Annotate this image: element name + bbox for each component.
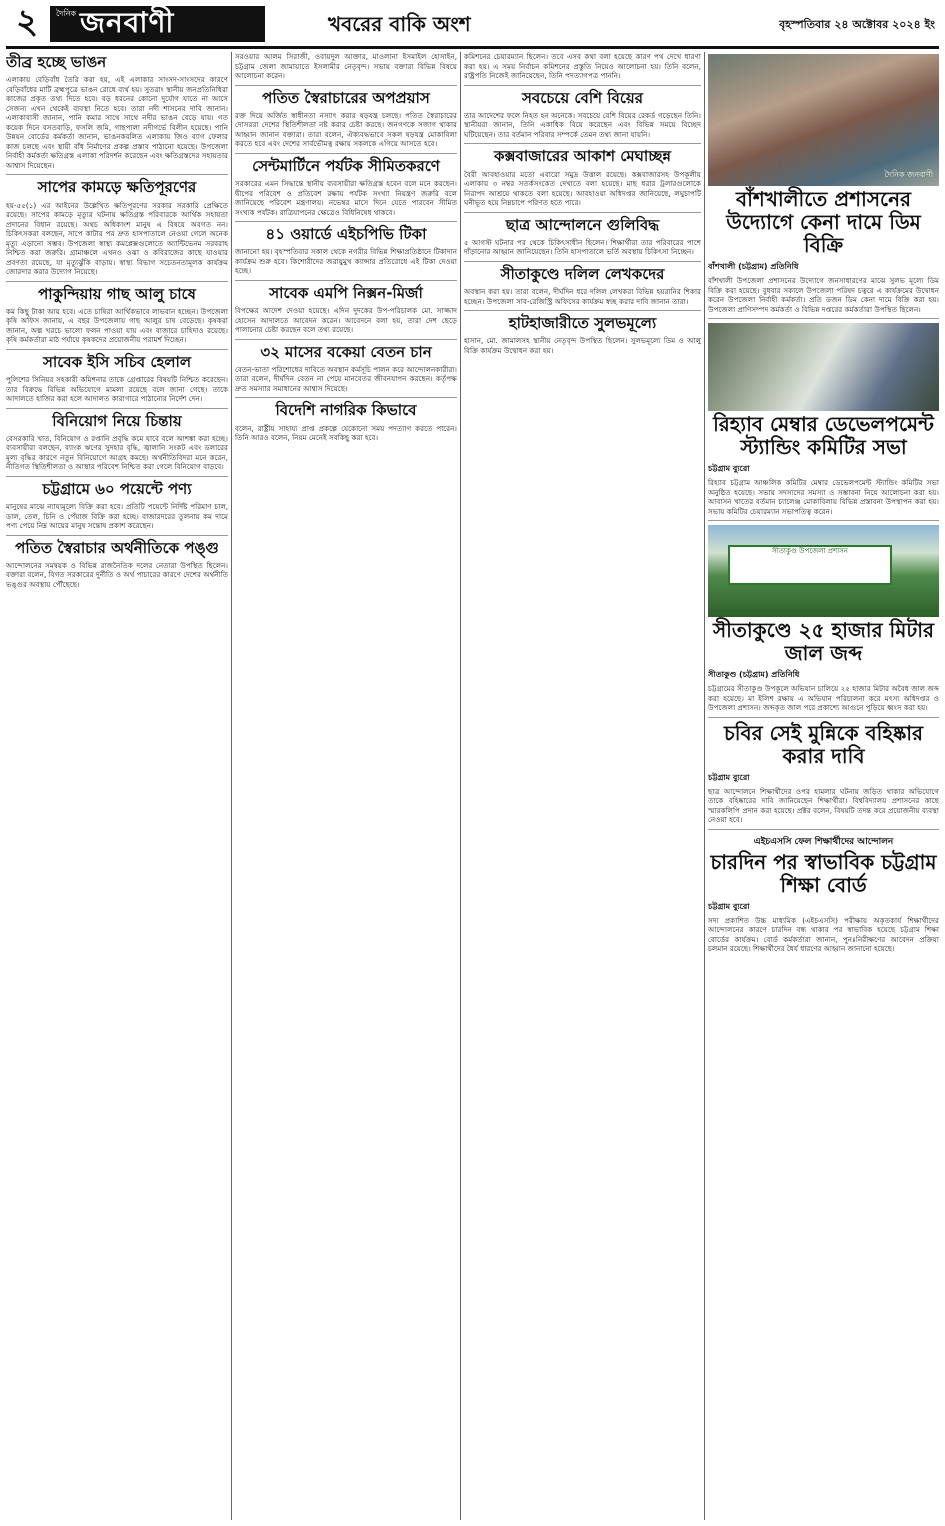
- article-byline: চট্টগ্রাম ব্যুরো: [708, 464, 750, 473]
- column-divider: [704, 52, 705, 1520]
- article-headline: বিনিয়োগ নিয়ে চিন্তায়: [52, 411, 182, 430]
- article-divider: [235, 221, 457, 222]
- article-headline: চট্টগ্রামে ৬০ পয়েন্টে পণ্য: [42, 479, 192, 498]
- article: [6, 286, 228, 345]
- article-body: বাঁশখালী উপজেলা প্রশাসনের উদ্যোগে জনসাধারণের মাঝে সুলভ মূল্যে ডিম বিক্রি করা হয়েছে। বুধবার সকালে উপজেলা পরিষদ চত্বরে এ কার্যক্রমের উদ্বোধন করেন উপজেলা নির্বাহী কর্মকর্তা। প্রতি ডজন ডিম কেনা দামে বিক্রি করা হয়। উপজেলা প্রাণিসম্পদ কর্মকর্তা ও বিভিন্ন দপ্তরের কর্মকর্তারা উপস্থিত ছিলেন।: [708, 276, 939, 314]
- article-divider: [6, 174, 228, 175]
- article-divider: [235, 339, 457, 340]
- article-headline: পতিত স্বৈরাচারের অপপ্রয়াস: [262, 88, 430, 107]
- article: [708, 834, 939, 954]
- article: [235, 344, 457, 394]
- logo-text: জনবাণী: [80, 5, 175, 39]
- article: [464, 315, 701, 355]
- article: [6, 413, 228, 472]
- article: [464, 266, 701, 306]
- article-divider: [464, 212, 701, 213]
- article-body: সদ্য প্রকাশিত উচ্চ মাধ্যমিক (এইচএসসি) পরীক্ষায় অকৃতকার্য শিক্ষার্থীদের আন্দোলনের কারণে চারদিন বন্ধ থাকার পর স্বাভাবিক হয়েছে চট্টগ্রাম শিক্ষা বোর্ডের কার্যক্রম। বোর্ড কর্মকর্তারা জানান, পুনঃনিরীক্ষণের আবেদন প্রক্রিয়া চলমান রয়েছে। শিক্ষার্থীদের ধৈর্য ধারণের আহ্বান জানানো হয়েছে।: [708, 915, 939, 953]
- article-byline: চট্টগ্রাম ব্যুরো: [708, 901, 750, 911]
- article-body: চট্টগ্রামের সীতাকুণ্ড উপকূলে অভিযান চালিয়ে ২৫ হাজার মিটার অবৈধ জাল জব্দ করা হয়েছে। মা ইলিশ রক্ষায় এ অভিযান পরিচালনা করে মৎস্য অধিদপ্তর ও উপজেলা প্রশাসন। জব্দকৃত জাল পরে প্রকাশ্যে আগুনে পুড়িয়ে ধ্বংস করা হয়।: [708, 684, 939, 712]
- article-body: বেতন-ভাতা পরিশোধের দাবিতে অবস্থান কর্মসূচি পালন করে আন্দোলনকারীরা। তারা বলেন, দীর্ঘদিন বেতন না পেয়ে মানবেতর জীবনযাপন করছেন। কর্তৃপক্ষ দ্রুত সমস্যার সমাধানের আশ্বাস দিয়েছে।: [235, 364, 457, 393]
- article-body: মানুষের মাঝে ন্যায্যমূল্যে বিক্রি করা হবে। প্রতিটি পয়েন্টে নির্দিষ্ট পরিমাণ চাল, ডাল, তেল, চিনি ও পেঁয়াজ বিক্রি করা হচ্ছে। বাজারদরের তুলনায় কম দামে পণ্য পেয়ে নিম্ন আয়ের মানুষ সন্তোষ প্রকাশ করেছেন।: [6, 502, 228, 530]
- article-body: কম কিছু টাকা আয় হবে। এতে চাষিরা আর্থিকভাবে লাভবান হচ্ছেন। উপজেলা কৃষি অফিস জানায়, এ বছর উপজেলায় গাছ আলুর চাষ বেড়েছে। কৃষকরা জানান, অল্প খরচে ভালো ফলন পাওয়া যায় এবং বাজারে চাহিদাও রয়েছে। কৃষি কর্মকর্তারা মাঠ পর্যায়ে কৃষকদের প্রয়োজনীয় পরামর্শ দিচ্ছেন।: [6, 306, 228, 345]
- article-byline: বাঁশখালী (চট্টগ্রাম) প্রতিনিধি: [708, 262, 799, 271]
- section-title: খবরের বাকি অংশ: [328, 12, 471, 36]
- article: [235, 158, 457, 217]
- column-divider: [460, 52, 461, 1520]
- article-headline: কক্সবাজারের আকাশ মেঘাচ্ছন্ন: [494, 147, 671, 166]
- column-2: [235, 52, 457, 1520]
- article-divider: [235, 153, 457, 154]
- article-divider: [464, 143, 701, 144]
- column-3: [464, 52, 701, 1520]
- photo-banner: সীতাকুণ্ড উপজেলা প্রশাসন: [728, 545, 892, 585]
- article-body: সরওয়ার আলম সিরাজী, ওবায়দুল আক্তার, মাওলানা ইসমাইল হোসাইন, চট্টগ্রাম জেলা জামায়াতে ইসলামীর নেতৃবৃন্দ। সভায় বক্তারা বিভিন্ন বিষয়ে আলোচনা করেন।: [235, 52, 457, 80]
- article-body: বিপক্ষের আদেশ দেওয়া হয়েছে। এদিন দুদকের উপ-পরিচালক মো. সাজ্জাদ হোসেন আদালতে আবেদন করেন। আবেদনে বলা হয়, তারা দেশ ছেড়ে পালানোর চেষ্টা করছেন বলে তথ্য রয়েছে।: [235, 306, 457, 334]
- article-body: জানানো হয়। বৃহস্পতিবার সকাল থেকে নগরীর বিভিন্ন শিক্ষাপ্রতিষ্ঠানে টিকাদান কার্যক্রম শুরু হবে। কিশোরীদের জরায়ুমুখ ক্যান্সার প্রতিরোধে এই টিকা দেওয়া হচ্ছে।: [235, 247, 457, 276]
- article-divider: [6, 476, 228, 477]
- article-headline: সাবেক ইসি সচিব হেলাল: [42, 352, 192, 371]
- article-body: ছাত্র আন্দোলনে শিক্ষার্থীদের ওপর হামলার ঘটনায় জড়িত থাকার অভিযোগে তাকে বহিষ্কারের দাবি জানিয়েছেন শিক্ষার্থীরা। বিশ্ববিদ্যালয় প্রশাসনের কাছে স্মারকলিপি প্রদান করা হয়েছে। প্রক্টর বলেন, বিষয়টি তদন্ত করে প্রয়োজনীয় ব্যবস্থা নেওয়া হবে।: [708, 786, 939, 824]
- article-divider: [6, 349, 228, 350]
- news-photo: [708, 525, 939, 617]
- article-headline: ছাত্র আন্দোলনে গুলিবিদ্ধ: [505, 215, 660, 234]
- article-divider: [235, 85, 457, 86]
- article-body: অবস্থান করা হয়। তারা বলেন, দীর্ঘদিন ধরে দলিল লেখকরা বিভিন্ন হয়রানির শিকার হচ্ছেন। উপজেলা সাব-রেজিস্ট্রি অফিসের কার্যক্রম স্বচ্ছ করার দাবি জানান তারা।: [464, 287, 701, 306]
- article-divider: [235, 280, 457, 281]
- article-headline: ৪১ ওয়ার্ডে এইচপিভি টিকা: [265, 225, 427, 243]
- logo-small-text: দৈনিক: [56, 9, 77, 18]
- article-divider: [6, 281, 228, 282]
- article-headline: পাকুন্দিয়ায় গাছ আলু চাষে: [38, 284, 196, 303]
- article-divider: [6, 535, 228, 536]
- article-headline: সীতাকুণ্ডে ২৫ হাজার মিটার জাল জব্দ: [712, 618, 935, 665]
- article-body: কমিশনের চেয়ারম্যান ছিলেন। তবে এসব কথা বলা হয়েছে কারণ পথ দেখে ধারণা করা হয়। এ সময় নির্বাচন কমিশনের প্রস্তুতি নিয়েও আলোচনা হয়। তিনি বলেন, রাষ্ট্রপতি নিজেই জানিয়েছেন, তিনি পদত্যাগপত্র পাননি।: [464, 52, 701, 80]
- article-headline: চারদিন পর স্বাভাবিক চট্টগ্রাম শিক্ষা বোর্ড: [710, 849, 937, 897]
- article: [708, 413, 939, 516]
- article-headline: সবচেয়ে বেশি বিয়ের: [521, 88, 644, 107]
- article: [708, 188, 939, 314]
- article-body: এলাকায় বেড়িবাঁধ তৈরি করা হয়, এই এলাকার সাংসদ-সাংসদের কারণে বেড়িবাঁধের মাটি ব্রহ্মপুত্রে ভাঙন রোধে ব্যর্থ হয়। সুতরাং স্থানীয় জনপ্রতিনিধিরা কাজের প্রকৃত তথ্য দিতে হবে। বড় ধরনের কোনো দুর্যোগ যাতে না আসে সেজন্য এখন থেকেই ব্যবস্থা নিতে হবে। তারা নদী শাসনের দাবি জানান। এলাকাবাসী জানান, পানি কমার সাথে সাথে নদীর ভাঙন বেড়ে যায়। গত কয়েক দিনে বসতবাড়ি, ফসলি জমি, গাছপালা নদীগর্ভে বিলীন হয়েছে। পানি উন্নয়ন বোর্ডের কর্মকর্তা জানান, ভাঙনকবলিত এলাকায় জিও ব্যাগ ফেলার কাজ চলছে এবং স্থায়ী বাঁধ নির্মাণের প্রকল্প প্রস্তাব পাঠানো হয়েছে। উপজেলা নির্বাহী কর্মকর্তা ক্ষতিগ্রস্ত এলাকা পরিদর্শন করেছেন এবং ক্ষতিগ্রস্তদের সহায়তার আশ্বাস দিয়েছেন।: [6, 75, 228, 170]
- news-photo: [708, 54, 939, 186]
- photo-caption: দৈনিক জনবাণী: [884, 170, 933, 179]
- column-divider: [231, 52, 232, 1520]
- article: [235, 402, 457, 442]
- article: [708, 722, 939, 825]
- column-1: [6, 52, 228, 1520]
- article-headline: বিদেশি নাগরিক কিভাবে: [275, 401, 417, 420]
- article-divider: [708, 717, 939, 718]
- article-body: তার আদেশের ফলে নিহত হন অনেকে। সবচেয়ে বেশি বিয়ের রেকর্ড গড়েছেন তিনি। স্থানীয়রা জানান, তিনি একাধিক বিয়ে করেছেন এবং বিভিন্ন সময়ে বিচ্ছেদ ঘটিয়েছেন। তার বর্তমান পরিবার সম্পর্কে তেমন তথ্য জানা যায়নি।: [464, 110, 701, 139]
- newspaper-logo: [50, 6, 265, 42]
- article-divider: [235, 397, 457, 398]
- article-headline: সেন্টমার্টিনে পর্যটক সীমিতকরণে: [252, 156, 440, 175]
- article-byline: চট্টগ্রাম ব্যুরো: [708, 772, 750, 782]
- article: [235, 226, 457, 276]
- article-body: রিহ্যাব চট্টগ্রাম আঞ্চলিক কমিটির মেম্বার ডেভেলপমেন্ট স্ট্যান্ডিং কমিটির সভা অনুষ্ঠিত হয়েছে। সভায় সদস্যদের সমস্যা ও সম্ভাবনা নিয়ে আলোচনা করা হয়। আবাসন খাতের বর্তমান চ্যালেঞ্জ মোকাবিলায় বিভিন্ন প্রস্তাবনা উপস্থাপন করা হয়। সভায় কমিটির চেয়ারম্যান সভাপতিত্ব করেন।: [708, 478, 939, 516]
- article: [6, 354, 228, 404]
- article-body: পুলিশের সিনিয়র সহকারী কমিশনার তাকে গ্রেপ্তারের বিষয়টি নিশ্চিত করেছেন। তার বিরুদ্ধে বিভিন্ন অভিযোগে মামলা রয়েছে বলে জানা গেছে। তাকে আদালতে হাজির করা হলে আদালত কারাগারে পাঠানোর নির্দেশ দেন।: [6, 375, 228, 403]
- article-byline: সীতাকুণ্ড (চট্টগ্রাম) প্রতিনিধি: [708, 670, 800, 679]
- article: [464, 52, 701, 81]
- article: [235, 52, 457, 81]
- article-divider: [464, 310, 701, 311]
- header-divider: [6, 46, 939, 49]
- article-divider: [708, 318, 939, 319]
- article-body: ৫ আগস্ট ঘটনার পর থেকে চিকিৎসাধীন ছিলেন। শিক্ষার্থীরা তার পরিবারের পাশে দাঁড়ানোর আহ্বান জানিয়েছেন। তিনি হাসপাতালে ভর্তি অবস্থায় চিকিৎসা নিচ্ছেন।: [464, 237, 701, 257]
- column-4: [708, 52, 939, 1520]
- page-header: [6, 1, 939, 44]
- article-headline: ৩২ মাসের বকেয়া বেতন চান: [260, 342, 432, 361]
- article: [6, 179, 228, 276]
- article-divider: [6, 408, 228, 409]
- article-body: রক্ত দিয়ে অর্জিত স্বাধীনতা নস্যাৎ করার ষড়যন্ত্র চলছে। পতিত স্বৈরাচারের দোসররা দেশের স্থিতিশীলতা নষ্ট করার চেষ্টা করছে। জনগণকে সজাগ থাকার আহ্বান জানান বক্তারা। তারা বলেন, ঐক্যবদ্ধভাবে সকল ষড়যন্ত্র মোকাবিলা করতে হবে এবং দেশের সার্বভৌমত্ব রক্ষায় সকলকে এগিয়ে আসতে হবে।: [235, 110, 457, 149]
- article-headline: সীতাকুণ্ডে দলিল লেখকদের: [500, 264, 665, 283]
- article-headline: বাঁশখালীতে প্রশাসনের উদ্যোগে কেনা দামে ডিম বিক্রি: [726, 187, 921, 257]
- news-photo: [708, 323, 939, 411]
- article: [235, 285, 457, 335]
- article: [708, 619, 939, 713]
- article-body: হয়-৫৫(১) এর আইনের উল্লেখিত ক্ষতিপূরণের সরকার সরকারি প্রেক্ষিতে রয়েছে। সাপের কামড়ে মৃত্যুর ঘটনায় ক্ষতিগ্রস্ত পরিবারকে আর্থিক সহায়তা প্রদানের বিধান রয়েছে। অথচ অধিকাংশ মানুষ এ বিষয়ে অবগত নন। চিকিৎসকরা বলছেন, সাপে কাটার পর দ্রুত হাসপাতালে নেওয়া গেলে অনেক মৃত্যু এড়ানো সম্ভব। উপজেলা স্বাস্থ্য কমপ্লেক্সগুলোতে অ্যান্টিভেনম সরবরাহ নিশ্চিত করা জরুরি। গ্রামাঞ্চলে এখনও ওঝা ও কবিরাজের কাছে যাওয়ার প্রবণতা রয়েছে, যা মৃত্যুঝুঁকি বাড়ায়। স্বাস্থ্য বিভাগ সচেতনতামূলক কার্যক্রম জোরদার করার উদ্যোগ নিয়েছে।: [6, 200, 228, 276]
- article: [464, 217, 701, 257]
- article-headline: সাপের কামড়ে ক্ষতিপূরণের: [37, 178, 197, 197]
- article-body: সরকারের এমন সিদ্ধান্তে স্থানীয় ব্যবসায়ীরা ক্ষতিগ্রস্ত হবেন বলে মনে করছেন। দ্বীপের পরিবেশ ও প্রতিবেশ রক্ষায় পর্যটক সংখ্যা নিয়ন্ত্রণ জরুরি বলে জানিয়েছে পরিবেশ মন্ত্রণালয়। নভেম্বর মাসে দিনে যেতে পারবেন সীমিত সংখ্যক পর্যটক। রাত্রিযাপনের ক্ষেত্রেও বিধিনিষেধ থাকবে।: [235, 179, 457, 217]
- article-divider: [708, 520, 939, 521]
- article-body: হাসান, মো. জামালসহ স্থানীয় নেতৃবৃন্দ উপস্থিত ছিলেন। সুলভমূল্যে ডিম ও আলু বিক্রি কার্যক্রম উদ্বোধন করা হয়।: [464, 336, 701, 355]
- page-number: ২: [15, 1, 39, 42]
- article: [6, 54, 228, 170]
- article: [464, 148, 701, 207]
- article: [464, 90, 701, 140]
- article-headline: চবির সেই মুন্নিকে বহিষ্কার করার দাবি: [723, 720, 924, 768]
- article-body: আন্দোলনের সমন্বয়ক ও বিভিন্ন রাজনৈতিক দলের নেতারা উপস্থিত ছিলেন। বক্তারা বলেন, বিগত সরকারের দুর্নীতি ও অর্থ পাচারের কারণে দেশের অর্থনীতি ভঙ্গুর অবস্থায় পৌঁছেছে।: [6, 560, 228, 589]
- article-headline: সাবেক এমপি নিক্সন-মির্জা: [269, 283, 423, 302]
- article-body: বলেন, রাষ্ট্রীয় সাহায্য প্রাপ্ত প্রকল্পে যেকোনো সময় পদত্যাগ করতে পারেন। তিনি আরও বলেন, নিয়ম মেনেই সবকিছু করা হবে।: [235, 423, 457, 442]
- article-headline: পতিত স্বৈরাচার অর্থনীতিকে পঙ্গু: [15, 538, 219, 557]
- article: [235, 90, 457, 149]
- article-headline: তীব্র হচ্ছে ভাঙন: [6, 53, 107, 71]
- article-body: বেসরকারি খাত, বিনিয়োগ ও রপ্তানি প্রবৃদ্ধি কমে যাবে বলে আশঙ্কা করা হচ্ছে। ব্যবসায়ীরা বলছেন, ব্যাংক ঋণের সুদহার বৃদ্ধি, জ্বালানি সংকট এবং ডলারের মূল্য বৃদ্ধির কারণে নতুন বিনিয়োগে আগ্রহ কমছে। অর্থনীতিবিদরা মনে করেন, নীতিগত স্থিতিশীলতা ও আস্থার পরিবেশ নিশ্চিত করা গেলে বিনিয়োগ বাড়বে।: [6, 433, 228, 472]
- article: [6, 481, 228, 531]
- article-headline: হাটহাজারীতে সুলভমূল্যে: [508, 314, 657, 332]
- publication-date: বৃহস্পতিবার ২৪ অক্টোবর ২০২৪ ইং: [779, 18, 935, 31]
- article-headline: রিহ্যাব মেম্বার ডেভেলপমেন্ট স্ট্যান্ডিং কমিটির সভা: [713, 412, 934, 459]
- article-divider: [464, 261, 701, 262]
- article-kicker: এইচএসসি ফেল শিক্ষার্থীদের আন্দোলন: [753, 836, 894, 847]
- article-divider: [464, 85, 701, 86]
- article-body: বৈরী আবহাওয়ার মতো এবারো সমুদ্র উত্তাল রয়েছে। কক্সবাজারসহ উপকূলীয় এলাকায় ৩ নম্বর সতর্কসংকেত দেখাতে বলা হয়েছে। মাছ ধরার ট্রলারগুলোকে নিরাপদ আশ্রয়ে থাকতে বলা হয়েছে। আবহাওয়া অধিদপ্তর জানিয়েছে, লঘুচাপটি ঘনীভূত হয়ে নিম্নচাপে পরিণত হতে পারে।: [464, 169, 701, 207]
- article-divider: [708, 829, 939, 830]
- article: [6, 540, 228, 590]
